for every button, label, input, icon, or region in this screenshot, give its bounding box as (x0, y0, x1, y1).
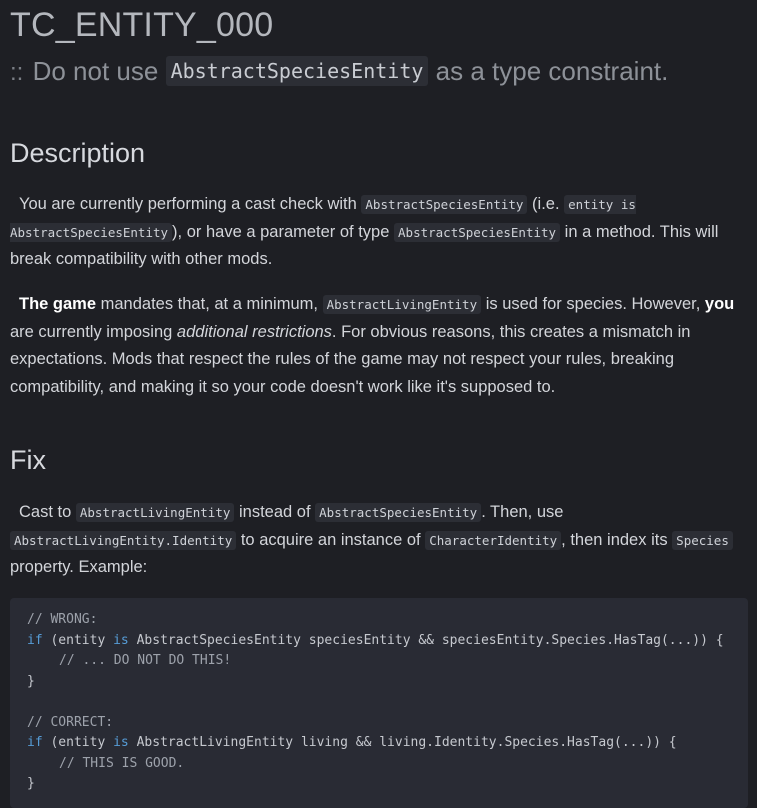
italic-text: additional restrictions (176, 322, 332, 341)
inline-code: entity is AbstractSpeciesEntity (10, 197, 636, 240)
text: , then index its (561, 530, 668, 549)
text: is used for species. However, (485, 295, 701, 313)
code-line (27, 733, 731, 754)
text: ), or have a parameter of type (172, 222, 390, 241)
inline-code: AbstractSpeciesEntity (394, 223, 560, 242)
inline-code: AbstractLivingEntity.Identity (10, 531, 236, 550)
text: in a method. This will break compatibility with other mods. (10, 222, 719, 268)
code-text: (entity (42, 735, 114, 750)
subtitle-text-pre: Do not use (32, 56, 159, 86)
inline-code: AbstractSpeciesEntity (361, 195, 527, 214)
code-keyword: is (113, 735, 129, 750)
subtitle-text-post: as a type constraint. (435, 56, 669, 86)
code-line: } (27, 673, 35, 689)
text: property. Example: (10, 558, 148, 576)
code-text: AbstractSpeciesEntity speciesEntity && speciesEntity.Species.HasTag(...)) { (128, 632, 724, 648)
code-line: // THIS IS GOOD. (59, 755, 185, 771)
inline-code: AbstractLivingEntity (76, 503, 235, 522)
fix-heading: Fix (10, 445, 46, 475)
code-text: AbstractLivingEntity living && living.Identity.Species.HasTag(...)) { (128, 735, 677, 750)
text: You are currently performing a cast check with (19, 195, 357, 213)
code-text: (entity (42, 632, 114, 648)
code-line: // ... DO NOT DO THIS! (59, 653, 232, 668)
text: . Then, use (481, 503, 564, 521)
subtitle-code: AbstractSpeciesEntity (166, 56, 429, 86)
code-keyword: is (113, 632, 129, 648)
code-keyword: if (27, 632, 43, 648)
inline-code: Species (672, 531, 733, 550)
page-subtitle (10, 56, 668, 87)
inline-code: CharacterIdentity (425, 531, 561, 550)
code-line: // WRONG: (27, 612, 98, 627)
code-line: // CORRECT: (27, 714, 114, 730)
inline-code: AbstractLivingEntity (323, 295, 482, 314)
code-line-blank (27, 692, 731, 713)
code-line (27, 631, 731, 652)
text: mandates that, at a minimum, (100, 295, 318, 313)
page-title: TC_ENTITY_000 (10, 6, 274, 44)
fix-paragraph (10, 499, 747, 582)
description-paragraph-2 (10, 291, 747, 401)
code-example-block[interactable] (10, 598, 748, 808)
code-line: } (27, 776, 35, 791)
bold-text: The game (19, 295, 97, 313)
text: are currently imposing (10, 322, 173, 341)
description-heading: Description (10, 138, 146, 168)
bold-text: you (704, 295, 735, 313)
description-paragraph-1 (10, 191, 747, 274)
inline-code: AbstractSpeciesEntity (315, 503, 481, 522)
text: to acquire an instance of (240, 530, 421, 549)
text: instead of (238, 503, 311, 521)
text: Cast to (19, 503, 72, 521)
text: (i.e. (532, 195, 560, 213)
subtitle-separator: :: (10, 59, 24, 86)
code-keyword: if (27, 735, 43, 750)
text: . For obvious reasons, this creates a mismatch in expectations. Mods that respect the rules of the game may not respect your rules, breaking compatibility, and making it so your code doesn't work like it's supposed to. (10, 322, 691, 396)
